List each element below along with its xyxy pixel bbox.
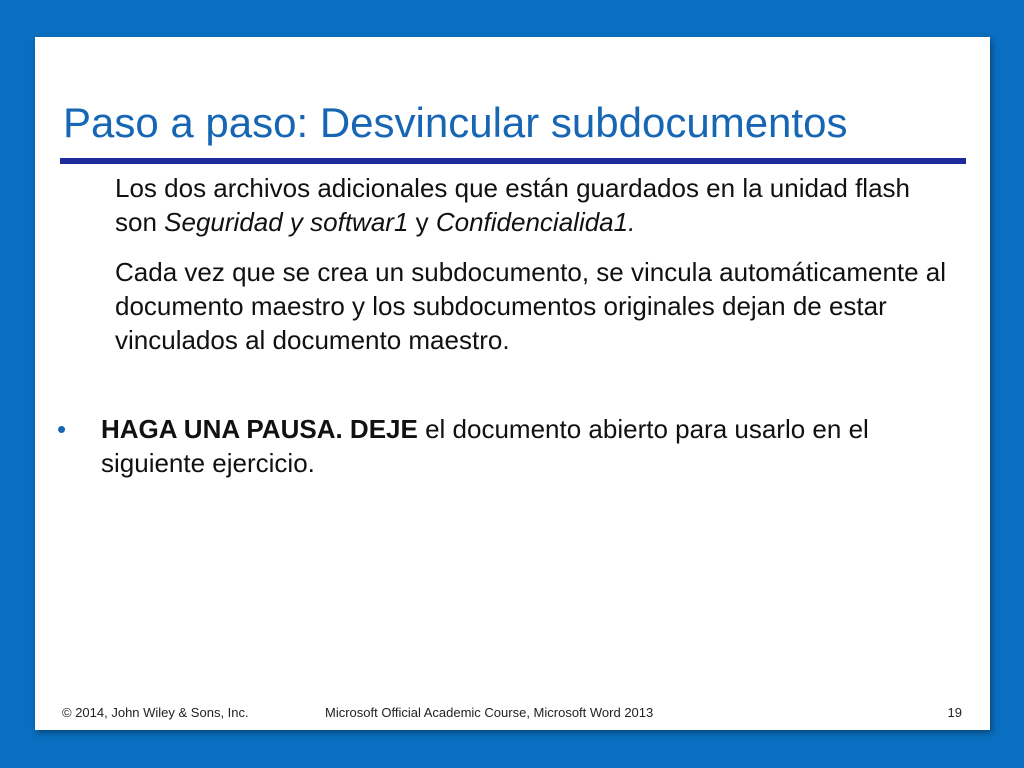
footer-page-number: 19 [947, 705, 962, 720]
bullet-icon: • [57, 414, 67, 444]
bullet-text [101, 412, 956, 480]
footer-copyright: © 2014, John Wiley & Sons, Inc. [62, 705, 249, 720]
slide-title: Paso a paso: Desvincular subdocumentos [63, 99, 848, 146]
title-divider [60, 158, 966, 164]
footer-course: Microsoft Official Academic Course, Microsoft Word 2013 [325, 705, 654, 720]
paragraph-link-info: Cada vez que se crea un subdocumento, se vincula automáticamente al documento maestro y los subdocumentos originales dejan de estar vinculados al documento maestro. [115, 257, 947, 355]
file-name-seguridad: Seguridad y softwar1 [164, 207, 409, 237]
paragraph-files-conjunction: y [408, 207, 436, 237]
bullet-bold-instruction: HAGA UNA PAUSA. DEJE [101, 414, 418, 444]
paragraph-files-text: Los dos archivos adicionales que están guardados en la unidad flash son [115, 173, 910, 237]
slide-canvas [35, 37, 990, 730]
paragraph-files [115, 171, 955, 239]
bullet-rest-text: el documento abierto para usarlo en el siguiente ejercicio. [101, 414, 869, 478]
file-name-confidencialida: Confidencialida1. [435, 207, 636, 237]
